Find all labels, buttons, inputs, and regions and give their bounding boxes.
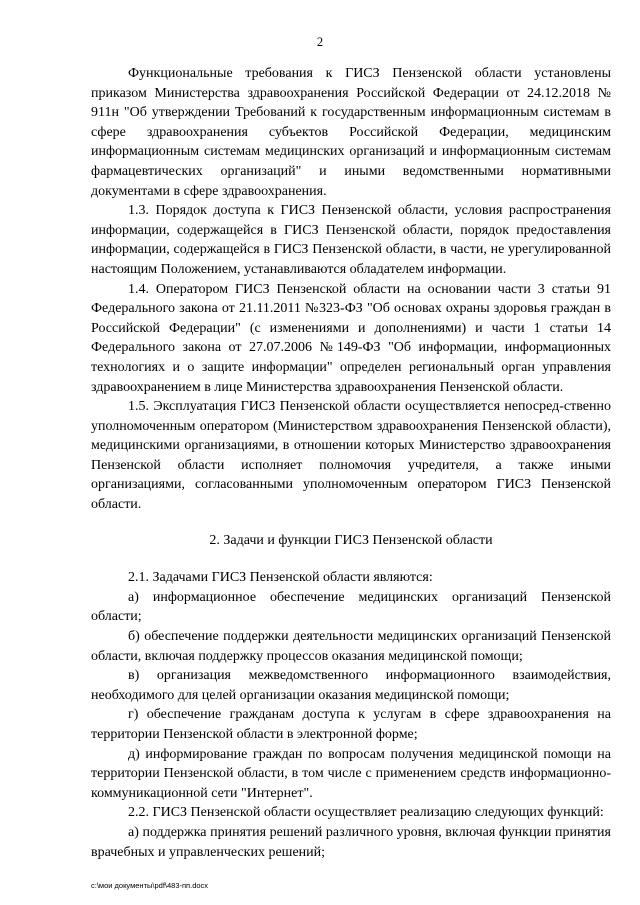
paragraph-1-4: 1.4. Оператором ГИСЗ Пензенской области на основании части 3 статьи 91 Федерального закона от 21.11.2011 №323-ФЗ "Об основах охраны здоровья граждан в Российской Федерации" (с изменениями и дополнениями) и части 1 статьи 14 Федерального закона от 27.07.2006 №149-ФЗ "Об информации, информационных технологиях и о защите информации" определен региональный орган управления здравоохранением в лице Министерства здравоохранения Пензенской области. — [91, 281, 611, 395]
list-item-g: г) обеспечение гражданам доступа к услугам в сфере здравоохранения на территории Пензенской области в электронной форме; — [91, 707, 611, 742]
paragraph-1-5: 1.5. Эксплуатация ГИСЗ Пензенской области осуществляется непосред-ственно уполномоченным оператором (Министерством здравоохранения Пензенской области), медицинскими организациями, в отношении которых Министерство здравоохранения Пензенской области исполняет полномочия учредителя, а также иными организациями, согласованными уполномоченным оператором ГИСЗ Пензенской области. — [91, 399, 611, 513]
paragraph-1-3: 1.3. Порядок доступа к ГИСЗ Пензенской области, условия распространения информации, содержащейся в ГИСЗ Пензенской области, порядок предоставления информации, содержащейся в ГИСЗ Пензенской области, в части, не урегулированной настоящим Положением, устанавливаются обладателем информации. — [91, 203, 611, 277]
list-item-b: б) обеспечение поддержки деятельности медицинских организаций Пензенской области, включая поддержку процессов оказания медицинской помощи; — [91, 629, 611, 664]
paragraph-2-2: 2.2. ГИСЗ Пензенской области осуществляет реализацию следующих функций: — [128, 805, 604, 821]
footer-file-path: c:\мои документы\pdf\483-пп.docx — [91, 881, 209, 890]
paragraph-functional-requirements: Функциональные требования к ГИСЗ Пензенской области установлены приказом Министерства здравоохранения Российской Федерации от 24.12.2018 № 911н "Об утверждении Требований к государственным информационным системам в сфере здравоохранения субъектов Российской Федерации, медицинским информационным системам медицинских организаций и информационным системам фармацевтических организаций" и иными ведомственными нормативными документами в сфере здравоохранения. — [91, 66, 611, 199]
list-item-d: д) информирование граждан по вопросам получения медицинской помощи на территории Пензенской области, в том числе с применением средств информационно-коммуникационной сети "Интернет". — [91, 746, 611, 801]
page-number: 2 — [316, 35, 324, 49]
paragraph-2-1: 2.1. Задачами ГИСЗ Пензенской области являются: — [128, 570, 433, 586]
function-item-a: а) поддержка принятия решений различного уровня, включая функции принятия врачебных и управленческих решений; — [91, 824, 611, 860]
section-heading: 2. Задачи и функции ГИСЗ Пензенской области — [209, 532, 493, 548]
document-body — [91, 64, 611, 862]
list-item-v: в) организация межведомственного информационного взаимодействия, необходимого для целей организации оказания медицинской помощи; — [91, 668, 611, 703]
list-item-a: а) информационное обеспечение медицинских организаций Пензенской области; — [91, 589, 611, 625]
